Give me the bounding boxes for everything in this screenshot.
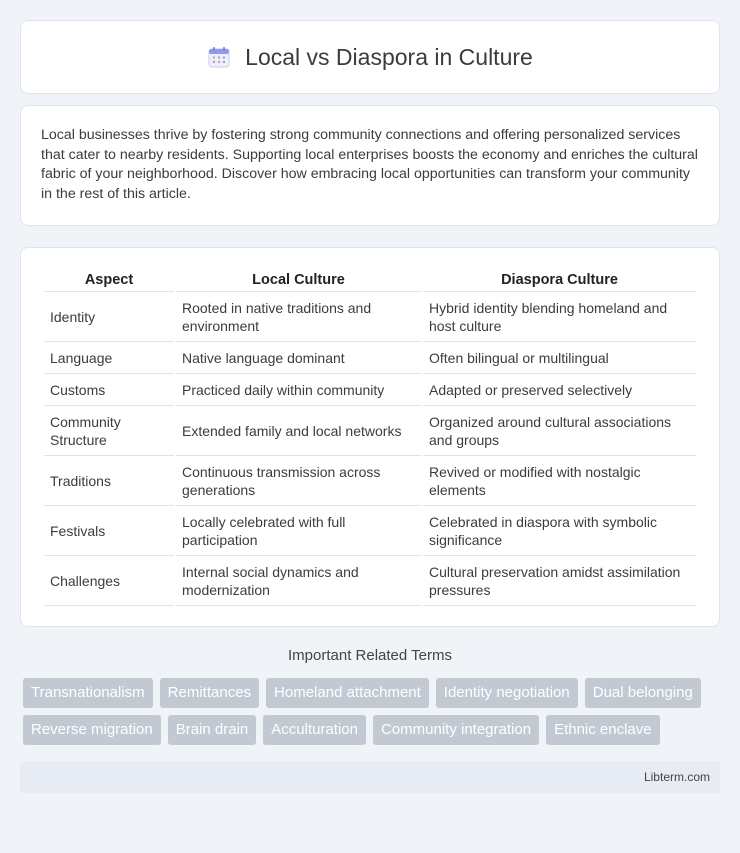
related-term-tag[interactable]: Dual belonging: [585, 678, 701, 708]
related-term-tag[interactable]: Acculturation: [263, 715, 366, 745]
table-row: [44, 292, 696, 342]
related-term-tag[interactable]: Transnationalism: [23, 678, 153, 708]
table-cell: Celebrated in diaspora with symbolic significance: [423, 506, 696, 556]
related-terms-list: [20, 678, 720, 745]
table-cell: Cultural preservation amidst assimilation pressures: [423, 556, 696, 606]
table-cell: Locally celebrated with full participation: [176, 506, 421, 556]
calendar-icon: [207, 45, 231, 69]
table-cell: Community Structure: [44, 406, 174, 456]
related-term-tag[interactable]: Remittances: [160, 678, 259, 708]
table-row: [44, 406, 696, 456]
page-title: Local vs Diaspora in Culture: [245, 43, 533, 70]
table-cell: Often bilingual or multilingual: [423, 342, 696, 374]
table-row: [44, 556, 696, 606]
related-term-tag[interactable]: Brain drain: [168, 715, 257, 745]
intro-card: [20, 105, 720, 226]
related-term-tag[interactable]: Identity negotiation: [436, 678, 578, 708]
table-row: [44, 374, 696, 406]
footer: [20, 761, 720, 793]
table-cell: Continuous transmission across generations: [176, 456, 421, 506]
table-row: [44, 342, 696, 374]
table-cell: Festivals: [44, 506, 174, 556]
table-cell: Language: [44, 342, 174, 374]
table-cell: Hybrid identity blending homeland and host culture: [423, 292, 696, 342]
table-cell: Native language dominant: [176, 342, 421, 374]
table-cell: Challenges: [44, 556, 174, 606]
table-cell: Practiced daily within community: [176, 374, 421, 406]
intro-text: Local businesses thrive by fostering strong community connections and offering personalized services that cater to nearby residents. Supporting local enterprises boosts the economy and enriches the cultural fabric of your neighborhood. Discover how embracing local opportunities can transform your community in the rest of this article.: [41, 127, 698, 202]
table-cell: Organized around cultural associations and groups: [423, 406, 696, 456]
footer-brand-link[interactable]: Libterm.com: [643, 770, 710, 784]
table-row: [44, 506, 696, 556]
table-cell: Rooted in native traditions and environment: [176, 292, 421, 342]
comparison-table: [42, 268, 698, 606]
table-cell: Adapted or preserved selectively: [423, 374, 696, 406]
table-cell: Revived or modified with nostalgic elements: [423, 456, 696, 506]
related-terms-title: Important Related Terms: [288, 647, 452, 664]
page-header: [20, 20, 720, 94]
related-term-tag[interactable]: Community integration: [373, 715, 539, 745]
column-header-aspect: Aspect: [44, 268, 174, 292]
related-term-tag[interactable]: Reverse migration: [23, 715, 161, 745]
related-term-tag[interactable]: Homeland attachment: [266, 678, 429, 708]
table-header-row: [44, 268, 696, 292]
column-header-diaspora: Diaspora Culture: [423, 268, 696, 292]
table-cell: Internal social dynamics and modernization: [176, 556, 421, 606]
comparison-table-card: [20, 247, 720, 627]
table-row: [44, 456, 696, 506]
related-term-tag[interactable]: Ethnic enclave: [546, 715, 660, 745]
table-cell: Traditions: [44, 456, 174, 506]
table-cell: Customs: [44, 374, 174, 406]
column-header-local: Local Culture: [176, 268, 421, 292]
table-cell: Identity: [44, 292, 174, 342]
table-cell: Extended family and local networks: [176, 406, 421, 456]
